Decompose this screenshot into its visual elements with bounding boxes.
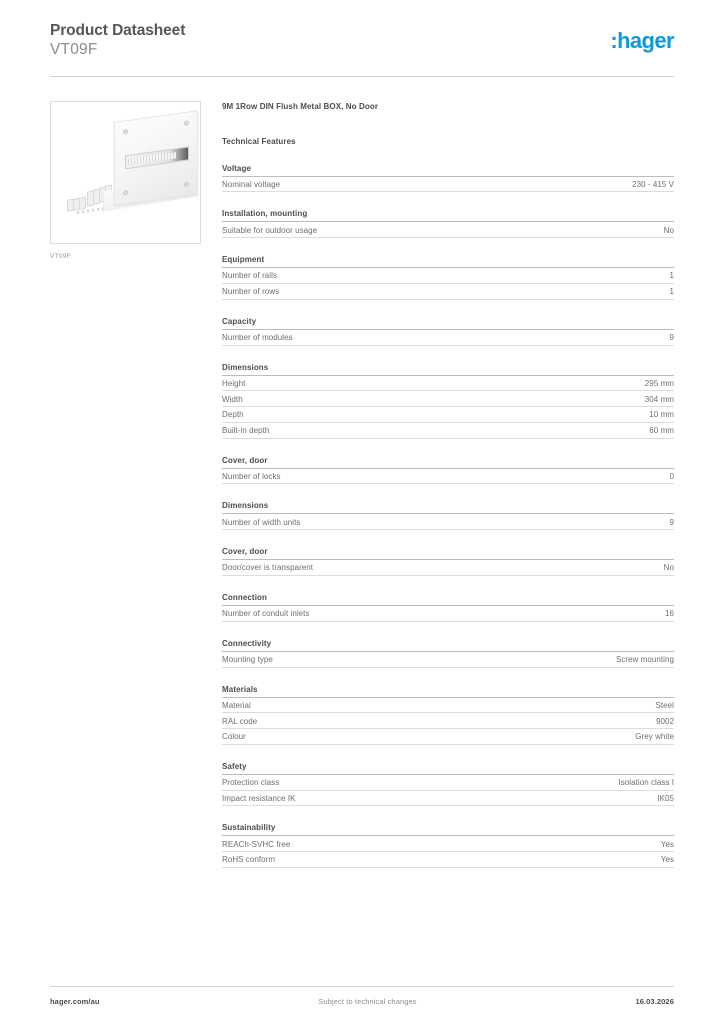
footer-disclaimer: Subject to technical changes	[318, 997, 417, 1006]
front-plate-illustration	[114, 110, 198, 206]
spec-group-title: Capacity	[222, 317, 674, 330]
spec-value: 0	[669, 471, 674, 481]
page-footer	[50, 986, 674, 1006]
spec-value: Yes	[660, 839, 674, 849]
spec-row	[222, 698, 674, 714]
spec-group	[222, 255, 674, 300]
spec-value: 230 - 415 V	[632, 179, 674, 189]
spec-value: Isolation class I	[618, 778, 674, 788]
spec-value: 9002	[656, 716, 674, 726]
spec-value: Screw mounting	[615, 654, 674, 664]
spec-group	[222, 317, 674, 346]
spec-label: Number of modules	[222, 332, 293, 342]
spec-group	[222, 685, 674, 745]
spec-row	[222, 713, 674, 729]
spec-label: Number of rows	[222, 287, 280, 297]
spec-value: 304 mm	[644, 394, 674, 404]
spec-value: 60 mm	[649, 426, 674, 436]
spec-value: No	[663, 225, 674, 235]
footer-website-link[interactable]: hager.com/au	[50, 997, 100, 1006]
spec-row	[222, 791, 674, 807]
spec-row	[222, 423, 674, 439]
spec-label: Material	[222, 700, 251, 710]
spec-group	[222, 456, 674, 485]
spec-group-title: Materials	[222, 685, 674, 698]
spec-row	[222, 560, 674, 576]
page-content	[50, 101, 674, 868]
spec-value: 10 mm	[649, 410, 674, 420]
spec-value: Grey white	[635, 732, 674, 742]
spec-group	[222, 501, 674, 530]
spec-label: Nominal voltage	[222, 179, 281, 189]
spec-row	[222, 284, 674, 300]
spec-value: Yes	[660, 855, 674, 865]
spec-label: Colour	[222, 732, 246, 742]
spec-row	[222, 729, 674, 745]
product-image-column	[50, 101, 203, 260]
footer-row	[50, 997, 674, 1006]
spec-value: 16	[665, 609, 674, 619]
spec-value: No	[663, 563, 674, 573]
product-name: 9M 1Row DIN Flush Metal BOX, No Door	[222, 101, 379, 111]
spec-label: Door/cover is transparent	[222, 563, 314, 573]
spec-row	[222, 177, 674, 193]
spec-value: IK05	[657, 793, 674, 803]
spec-label: Depth	[222, 410, 244, 420]
spec-group-title: Safety	[222, 762, 674, 775]
product-image-caption: VT09F	[50, 252, 72, 260]
specifications-column	[222, 101, 674, 868]
spec-value: 295 mm	[644, 378, 674, 388]
spec-label: RAL code	[222, 716, 258, 726]
screw-icon	[184, 181, 189, 187]
spec-group-title: Cover, door	[222, 547, 674, 560]
spec-group-title: Installation, mounting	[222, 209, 674, 222]
spec-group-title: Connectivity	[222, 639, 674, 652]
spec-group-title: Connection	[222, 593, 674, 606]
footer-divider	[50, 986, 674, 987]
technical-features-heading: Technical Features	[222, 136, 296, 146]
spec-label: Number of rails	[222, 271, 277, 281]
spec-row	[222, 222, 674, 238]
spec-value: Steel	[655, 700, 674, 710]
screw-icon	[123, 190, 128, 196]
spec-value: 9	[669, 517, 674, 527]
module-slot-illustration	[125, 146, 189, 169]
spec-group	[222, 209, 674, 238]
spec-row	[222, 407, 674, 423]
spec-group	[222, 164, 674, 193]
spec-group	[222, 762, 674, 807]
spec-label: Number of width units	[222, 517, 301, 527]
page-header	[50, 0, 674, 59]
spec-label: Suitable for outdoor usage	[222, 225, 318, 235]
header-divider	[50, 76, 674, 77]
spec-row	[222, 852, 674, 868]
specification-groups	[222, 164, 674, 868]
spec-row	[222, 606, 674, 622]
product-image	[50, 101, 201, 244]
title-block	[50, 22, 185, 59]
spec-label: Height	[222, 378, 246, 388]
spec-label: Width	[222, 394, 243, 404]
footer-date: 16.03.2026	[635, 997, 674, 1006]
page-title: Product Datasheet	[50, 22, 186, 39]
spec-label: Mounting type	[222, 654, 273, 664]
spec-value: 9	[669, 332, 674, 342]
spec-group-title: Cover, door	[222, 456, 674, 469]
spec-row	[222, 268, 674, 284]
spec-group	[222, 639, 674, 668]
spec-group	[222, 823, 674, 868]
spec-row	[222, 469, 674, 485]
spec-value: 1	[669, 287, 674, 297]
spec-row	[222, 775, 674, 791]
spec-label: Number of conduit inlets	[222, 609, 310, 619]
screw-icon	[184, 120, 189, 126]
spec-group	[222, 593, 674, 622]
spec-row	[222, 391, 674, 407]
spec-label: Impact resistance IK	[222, 793, 296, 803]
spec-label: Number of locks	[222, 471, 281, 481]
product-reference: VT09F	[50, 40, 98, 58]
spec-label: RoHS conform	[222, 855, 276, 865]
spec-value: 1	[669, 271, 674, 281]
spec-row	[222, 330, 674, 346]
spec-label: Built-in depth	[222, 426, 270, 436]
spec-group-title: Voltage	[222, 164, 674, 177]
spec-group-title: Dimensions	[222, 363, 674, 376]
spec-group	[222, 547, 674, 576]
spec-row	[222, 376, 674, 392]
spec-group	[222, 363, 674, 439]
spec-label: Protection class	[222, 778, 280, 788]
spec-label: REACh-SVHC free	[222, 839, 291, 849]
spec-group-title: Sustainability	[222, 823, 674, 836]
spec-row	[222, 652, 674, 668]
spec-group-title: Dimensions	[222, 501, 674, 514]
spec-row	[222, 514, 674, 530]
screw-icon	[123, 129, 128, 135]
spec-row	[222, 836, 674, 852]
hager-logo: :hager	[610, 28, 674, 53]
spec-group-title: Equipment	[222, 255, 674, 268]
